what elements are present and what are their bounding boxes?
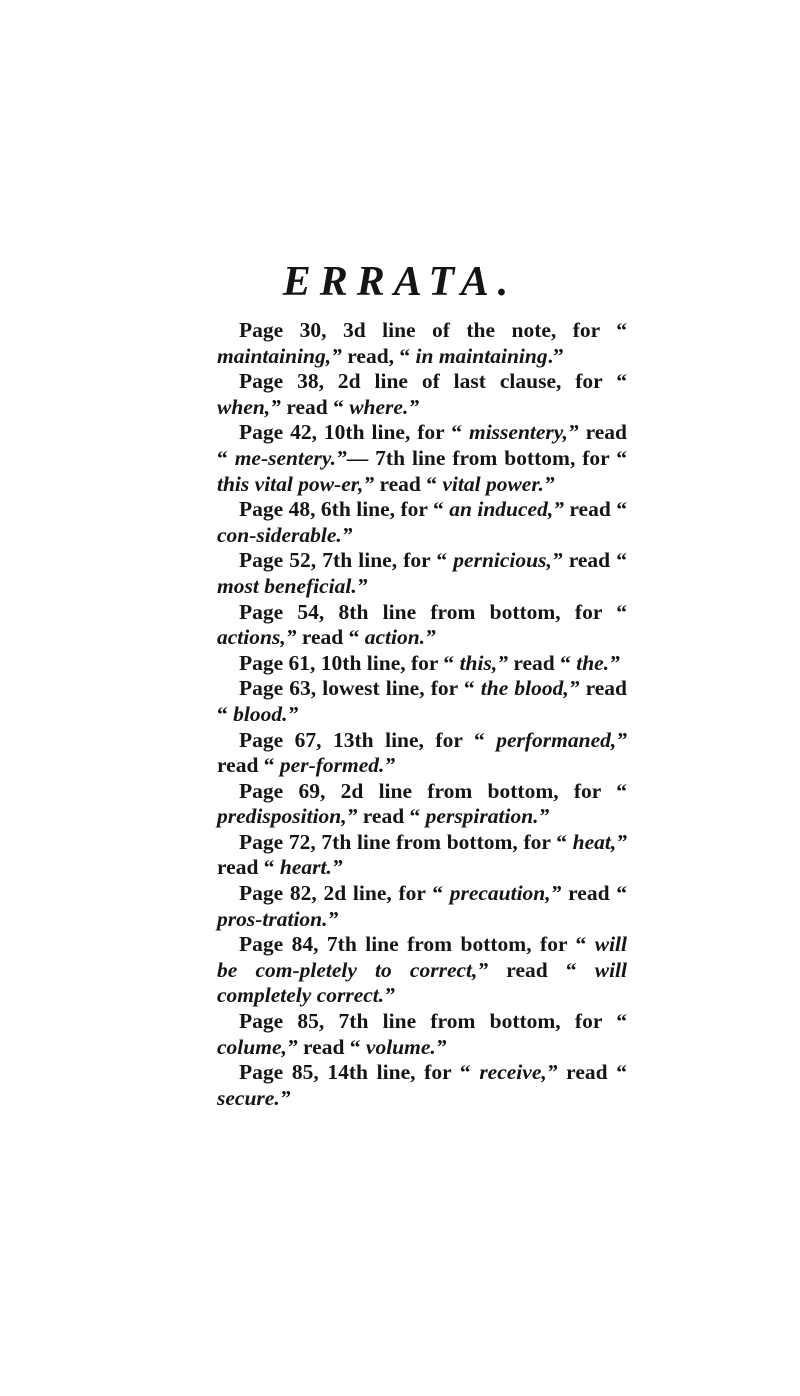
entry-italic-text: perspiration.” xyxy=(425,804,550,829)
entry-text: read “ xyxy=(217,855,280,880)
entry-text: read “ xyxy=(563,497,627,522)
entry-text: Page 72, 7th line from bottom, for “ xyxy=(239,829,573,854)
entry-italic-text: actions,” xyxy=(217,625,297,650)
page-title: ERRATA. xyxy=(282,259,518,305)
entry-text: .” xyxy=(547,343,564,368)
entry-italic-text: receive,” xyxy=(479,1060,558,1085)
entry-italic-text: per-formed.” xyxy=(279,753,396,778)
errata-entry xyxy=(217,830,627,881)
errata-entry xyxy=(217,600,627,651)
entry-italic-text: pernicious,” xyxy=(453,548,563,573)
entry-italic-text: missentery,” xyxy=(468,420,579,445)
entry-italic-text: predisposition,” xyxy=(217,804,358,829)
entry-text: Page 48, 6th line, for “ xyxy=(239,497,450,522)
entry-text: read “ xyxy=(296,625,365,650)
entry-italic-text: will completely correct.” xyxy=(217,957,627,1008)
entry-italic-text: most beneficial.” xyxy=(217,573,368,598)
entry-italic-text: heart.” xyxy=(279,855,343,880)
entry-text: read, “ xyxy=(341,343,416,368)
entry-text: Page 42, 10th line, for “ xyxy=(239,420,469,445)
entry-italic-text: the blood,” xyxy=(480,676,580,701)
errata-entry xyxy=(217,548,627,599)
errata-entry xyxy=(217,1060,627,1111)
entry-text: Page 69, 2d line from bottom, for “ xyxy=(239,778,627,803)
errata-entry xyxy=(217,932,627,1009)
entry-italic-text: maintaining,” xyxy=(217,343,342,368)
entry-italic-text: in maintaining xyxy=(415,343,548,368)
entry-italic-text: volume.” xyxy=(365,1034,447,1059)
entry-italic-text: action.” xyxy=(364,625,436,650)
entry-text: Page 85, 7th line from bottom, for “ xyxy=(239,1009,627,1034)
errata-entry xyxy=(217,420,627,497)
entry-italic-text: this vital pow-er,” xyxy=(217,471,375,496)
entry-text: Page 61, 10th line, for “ xyxy=(239,650,460,675)
entry-italic-text: colume,” xyxy=(217,1034,298,1059)
entry-italic-text: secure.” xyxy=(217,1085,291,1110)
entry-italic-text: where.” xyxy=(349,394,420,419)
entry-text: read “ xyxy=(357,804,426,829)
entry-text: read “ xyxy=(374,471,443,496)
errata-entry xyxy=(217,497,627,548)
entry-italic-text: when,” xyxy=(217,394,281,419)
entry-text: read “ xyxy=(280,394,350,419)
entry-text: Page 84, 7th line from bottom, for “ xyxy=(239,932,595,957)
entry-italic-text: this,” xyxy=(459,650,508,675)
entry-italic-text: pros-tration.” xyxy=(217,906,339,931)
entry-text: read “ xyxy=(297,1034,366,1059)
entry-text: read “ xyxy=(217,420,628,470)
entry-text: read “ xyxy=(561,881,627,906)
entry-text: Page 54, 8th line from bottom, for “ xyxy=(239,599,627,624)
entry-text: Page 67, 13th line, for “ xyxy=(239,727,497,752)
entry-text: read “ xyxy=(562,548,627,573)
errata-entry xyxy=(217,651,627,677)
errata-entry xyxy=(217,318,627,369)
entry-text: Page 52, 7th line, for “ xyxy=(239,548,454,573)
entry-italic-text: vital power.” xyxy=(442,471,555,496)
errata-list xyxy=(217,318,627,1111)
entry-italic-text: will be com-pletely to correct,” xyxy=(217,932,627,982)
errata-entry xyxy=(217,728,627,779)
entry-text: Page 82, 2d line, for “ xyxy=(239,881,450,906)
errata-entry xyxy=(217,1009,627,1060)
entry-text: read “ xyxy=(488,957,595,982)
entry-text: Page 30, 3d line of the note, for “ xyxy=(239,318,627,342)
errata-entry xyxy=(217,676,627,727)
entry-italic-text: me-sentery.” xyxy=(234,445,347,470)
errata-entry xyxy=(217,369,627,420)
entry-text: — 7th line from bottom, for “ xyxy=(346,445,627,470)
entry-italic-text: an induced,” xyxy=(449,497,564,522)
entry-text: read “ xyxy=(217,676,627,726)
entry-italic-text: con-siderable.” xyxy=(217,522,353,547)
entry-text: Page 63, lowest line, for “ xyxy=(239,676,481,701)
entry-italic-text: heat,” xyxy=(572,829,627,854)
entry-text: Page 38, 2d line of last clause, for “ xyxy=(239,369,627,394)
entry-text: read “ xyxy=(557,1060,627,1085)
entry-italic-text: blood.” xyxy=(233,701,299,726)
entry-text: read “ xyxy=(507,650,577,675)
entry-italic-text: precaution,” xyxy=(449,881,562,906)
entry-italic-text: performaned,” xyxy=(496,727,627,752)
errata-entry xyxy=(217,881,627,932)
entry-text: Page 85, 14th line, for “ xyxy=(239,1060,480,1085)
errata-entry xyxy=(217,779,627,830)
entry-text: read “ xyxy=(217,753,280,778)
entry-italic-text: the.” xyxy=(576,650,620,675)
